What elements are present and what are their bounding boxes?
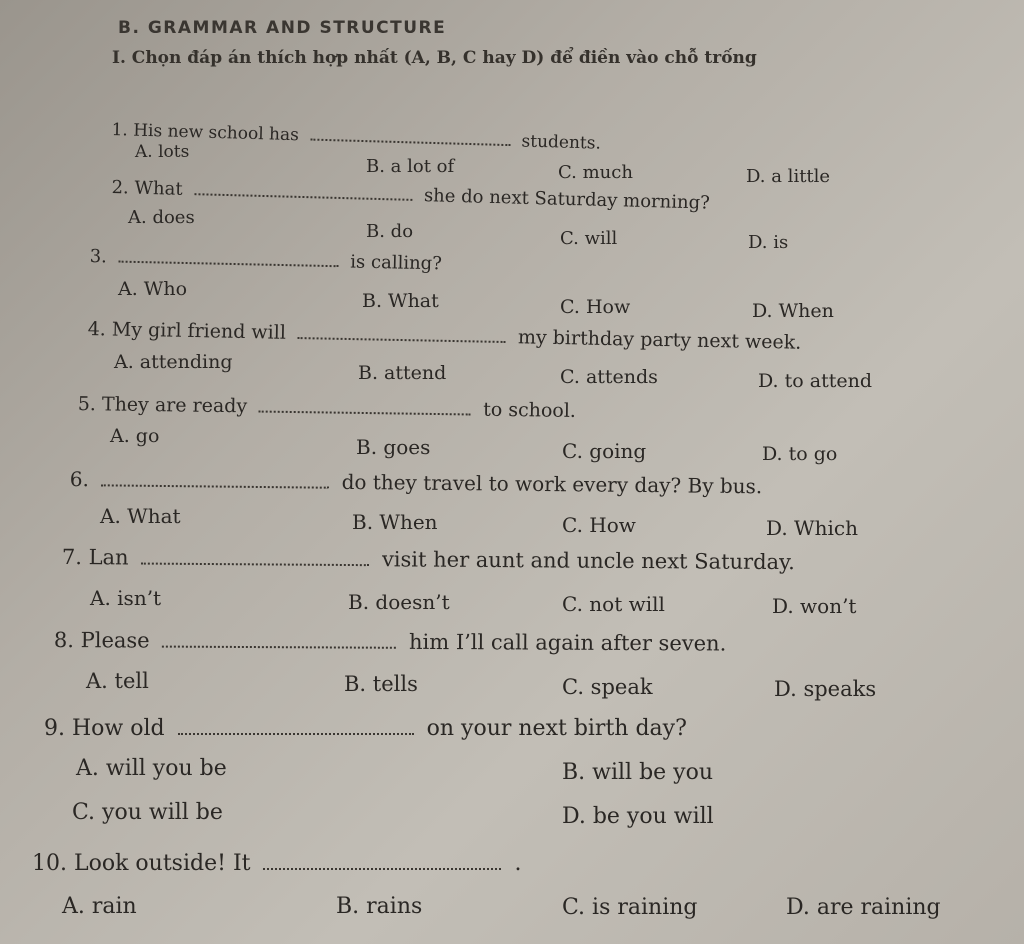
question-3 <box>89 242 442 274</box>
option-c: C. will <box>560 228 618 249</box>
option-c: C. not will <box>562 592 665 616</box>
answer-blank <box>263 846 501 870</box>
question-9 <box>44 711 687 741</box>
option-a: A. does <box>128 207 195 228</box>
option-b: B. attend <box>358 362 447 384</box>
option-c: C. How <box>562 513 636 537</box>
option-a: A. What <box>100 504 181 528</box>
question-text-before: Please <box>80 628 150 653</box>
option-d: D. to attend <box>758 370 872 392</box>
question-number: 4. <box>87 317 107 341</box>
question-7 <box>62 541 795 574</box>
question-number: 6. <box>69 466 90 492</box>
option-d: D. are raining <box>786 895 941 920</box>
question-text-after: my birthday party next week. <box>517 326 802 354</box>
question-number: 7. <box>61 544 83 570</box>
question-10 <box>32 846 521 876</box>
answer-blank <box>178 711 414 735</box>
option-b: B. do <box>366 221 414 242</box>
question-text-before: How old <box>72 716 165 741</box>
answer-blank <box>118 243 338 268</box>
option-d: D. Which <box>766 516 858 540</box>
option-c: C. is raining <box>562 895 698 920</box>
answer-blank <box>259 392 471 416</box>
option-c: C. How <box>560 296 631 318</box>
question-number: 9. <box>44 716 65 741</box>
answer-blank <box>101 464 329 488</box>
question-number: 10. <box>32 851 67 876</box>
question-text-after: . <box>514 851 522 876</box>
answer-blank <box>298 318 506 343</box>
option-a: A. rain <box>62 894 137 919</box>
option-b: B. rains <box>336 894 423 919</box>
question-text-after: him I’ll call again after seven. <box>408 629 727 656</box>
option-c: C. speak <box>562 675 653 699</box>
option-c: C. attends <box>560 366 658 388</box>
question-text-after: visit her aunt and uncle next Saturday. <box>381 547 795 575</box>
section-title: B. GRAMMAR AND STRUCTURE <box>118 18 447 38</box>
option-b: B. a lot of <box>366 156 455 177</box>
question-6 <box>70 464 763 498</box>
option-a: A. attending <box>114 351 233 373</box>
section-instruction: I. Chọn đáp án thích hợp nhất (A, B, C hay D) để điền vào chỗ trống <box>112 48 757 68</box>
option-b: B. will be you <box>562 760 714 785</box>
answer-blank <box>310 122 510 147</box>
question-number: 1. <box>111 119 129 141</box>
option-c: C. you will be <box>72 800 223 825</box>
option-a: A. will you be <box>76 756 227 781</box>
option-b: B. goes <box>356 435 431 459</box>
question-text-after: on your next birth day? <box>426 716 687 741</box>
question-text-after: she do next Saturday morning? <box>423 185 711 214</box>
question-4 <box>88 314 802 354</box>
question-text-after: to school. <box>483 398 577 422</box>
question-text-after: do they travel to work every day? By bus. <box>341 469 763 499</box>
question-text-after: students. <box>521 131 602 154</box>
question-number: 3. <box>89 245 108 268</box>
option-b: B. tells <box>344 672 418 696</box>
option-b: B. What <box>362 290 439 312</box>
option-d: D. is <box>748 232 789 253</box>
answer-blank <box>141 542 369 567</box>
option-c: C. going <box>562 439 647 463</box>
option-b: B. doesn’t <box>348 590 450 614</box>
option-c: C. much <box>558 162 633 183</box>
question-number: 2. <box>111 176 130 199</box>
option-d: D. won’t <box>772 594 857 618</box>
question-text-before: His new school has <box>132 120 300 146</box>
question-number: 5. <box>77 392 97 416</box>
question-number: 8. <box>53 627 75 653</box>
question-text-after: is calling? <box>350 251 443 275</box>
option-a: A. isn’t <box>90 586 162 610</box>
question-text-before: Lan <box>88 545 129 570</box>
option-d: D. When <box>752 300 834 322</box>
answer-blank <box>162 625 396 649</box>
question-text-before: Look outside! It <box>74 851 251 876</box>
question-5 <box>78 389 577 422</box>
option-d: D. be you will <box>562 804 714 829</box>
option-a: A. lots <box>135 142 190 162</box>
question-8 <box>54 624 727 656</box>
question-text-before: What <box>134 177 183 200</box>
option-a: A. tell <box>86 669 149 693</box>
question-text-before: My girl friend will <box>111 318 287 344</box>
option-a: A. Who <box>118 278 188 300</box>
option-b: B. When <box>352 510 438 534</box>
option-d: D. to go <box>762 443 838 465</box>
option-a: A. go <box>110 425 160 447</box>
option-d: D. a little <box>746 166 831 187</box>
question-text-before: They are ready <box>101 393 248 418</box>
option-d: D. speaks <box>774 677 877 701</box>
answer-blank <box>194 175 412 201</box>
